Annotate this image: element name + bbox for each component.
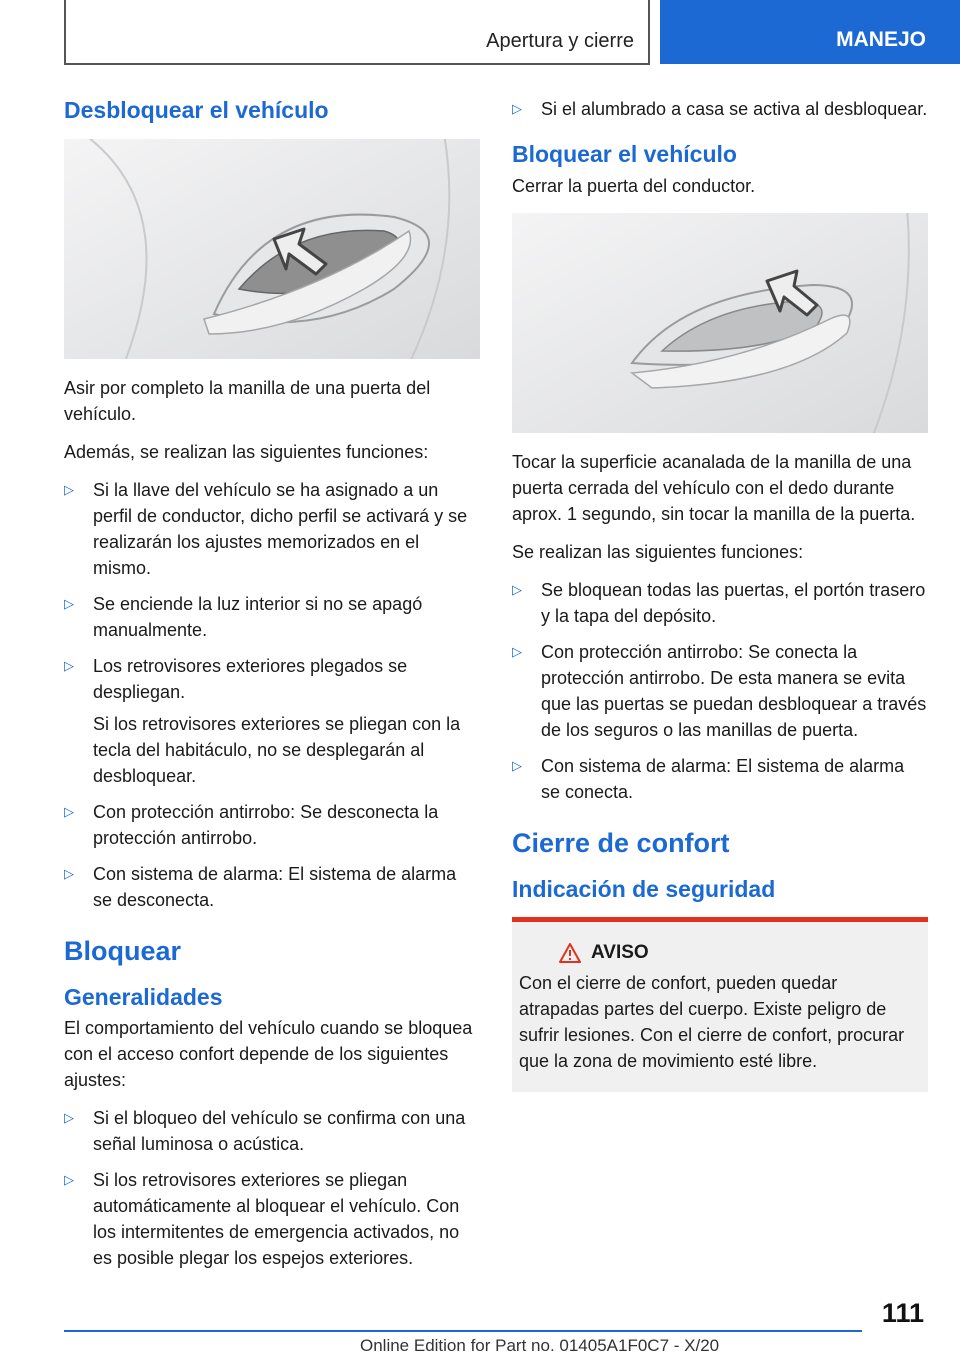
list-item: ▷ Si la llave del vehículo se ha asignado a un perfil de conductor, dicho perfil se activará y se realizarán los ajustes memorizados en el mismo. — [64, 477, 480, 581]
header-rule — [64, 63, 650, 65]
triangle-right-icon: ▷ — [64, 1110, 74, 1126]
list-item: ▷ Se enciende la luz interior si no se apagó manualmente. — [64, 591, 480, 643]
triangle-right-icon: ▷ — [64, 481, 74, 497]
triangle-right-icon: ▷ — [64, 1172, 74, 1188]
triangle-right-icon: ▷ — [64, 657, 74, 673]
paragraph-functions-intro: Además, se realizan las siguientes funciones: — [64, 441, 429, 462]
page-number: 111 — [881, 1298, 924, 1328]
triangle-right-icon: ▷ — [512, 581, 522, 597]
heading-bloquear-vehiculo: Bloquear el vehículo — [512, 141, 737, 167]
lock-settings-list — [64, 1105, 480, 1271]
heading-generalidades: Generalidades — [64, 983, 223, 1010]
paragraph-grip-handle: Asir por completo la manilla de una puerta del vehículo. — [64, 377, 431, 424]
warning-title: AVISO — [591, 942, 649, 964]
list-item: ▷ Si el alumbrado a casa se activa al desbloquear. — [512, 96, 928, 122]
section-title: Apertura y cierre — [486, 30, 634, 52]
list-item: ▷ Los retrovisores exteriores plegados se despliegan. Si los retrovisores exteriores se pliegan con la tecla del habitáculo, no se desplegarán al desbloquear. — [64, 653, 480, 789]
list-item-note: Si los retrovisores exteriores se pliegan con la tecla del habitáculo, no se desplegarán al desbloquear. — [93, 713, 461, 786]
heading-desbloquear: Desbloquear el vehículo — [64, 97, 329, 123]
door-handle-unlock-image — [64, 139, 480, 359]
chapter-tab-label: MANEJO — [836, 28, 926, 51]
paragraph-functions-intro: Se realizan las siguientes funciones: — [512, 541, 804, 562]
unlock-functions-list-cont — [512, 96, 928, 122]
paragraph-touch-surface: Tocar la superficie acanalada de la manilla de una puerta cerrada del vehículo con el dedo durante aprox. 1 segundo, sin tocar la manilla de la puerta. — [512, 451, 916, 524]
triangle-right-icon: ▷ — [64, 803, 74, 819]
list-item: ▷ Con protección antirrobo: Se desconecta la protección antirrobo. — [64, 799, 480, 851]
chapter-tab[interactable] — [660, 0, 960, 64]
paragraph-lock-behavior: El comportamiento del vehículo cuando se bloquea con el acceso confort depende de los siguientes ajustes: — [64, 1018, 473, 1091]
left-column — [64, 96, 480, 1283]
list-item: ▷ Con sistema de alarma: El sistema de alarma se conecta. — [512, 753, 928, 805]
door-handle-lock-image — [512, 213, 928, 433]
warning-text: Con el cierre de confort, pueden quedar atrapadas partes del cuerpo. Existe peligro de sufrir lesiones. Con el cierre de confort, procurar que la zona de movimiento esté libre. — [519, 973, 905, 1072]
footer-rule — [64, 1330, 862, 1332]
heading-bloquear: Bloquear — [64, 935, 182, 966]
triangle-right-icon: ▷ — [512, 643, 522, 659]
triangle-right-icon: ▷ — [64, 865, 74, 881]
right-column — [512, 96, 928, 1092]
list-item: ▷ Se bloquean todas las puertas, el portón trasero y la tapa del depósito. — [512, 577, 928, 629]
footer-edition: Online Edition for Part no. 01405A1F0C7 - X/20 — [360, 1336, 720, 1355]
header-divider-left — [64, 0, 66, 64]
list-item: ▷ Si los retrovisores exteriores se pliegan automáticamente al bloquear el vehículo. Con los intermitentes de emergencia activados, no es posible plegar los espejos exteriores. — [64, 1167, 480, 1271]
heading-indicacion-seguridad: Indicación de seguridad — [512, 875, 776, 902]
paragraph-close-door: Cerrar la puerta del conductor. — [512, 175, 756, 196]
header-divider-mid — [648, 0, 650, 64]
list-item: ▷ Con sistema de alarma: El sistema de alarma se desconecta. — [64, 861, 480, 913]
triangle-right-icon: ▷ — [512, 101, 522, 116]
unlock-functions-list — [64, 477, 480, 913]
list-item: ▷ Si el bloqueo del vehículo se confirma con una señal luminosa o acústica. — [64, 1105, 480, 1157]
list-item: ▷ Con protección antirrobo: Se conecta la protección antirrobo. De esta manera se evita que las puertas se puedan desbloquear a través de los seguros o las manillas de puerta. — [512, 639, 928, 743]
lock-functions-list — [512, 577, 928, 805]
warning-triangle-icon — [559, 943, 581, 963]
triangle-right-icon: ▷ — [512, 757, 522, 773]
triangle-right-icon: ▷ — [64, 595, 74, 611]
warning-header — [559, 942, 921, 964]
warning-box — [512, 917, 928, 1092]
heading-cierre-confort: Cierre de confort — [512, 827, 730, 858]
